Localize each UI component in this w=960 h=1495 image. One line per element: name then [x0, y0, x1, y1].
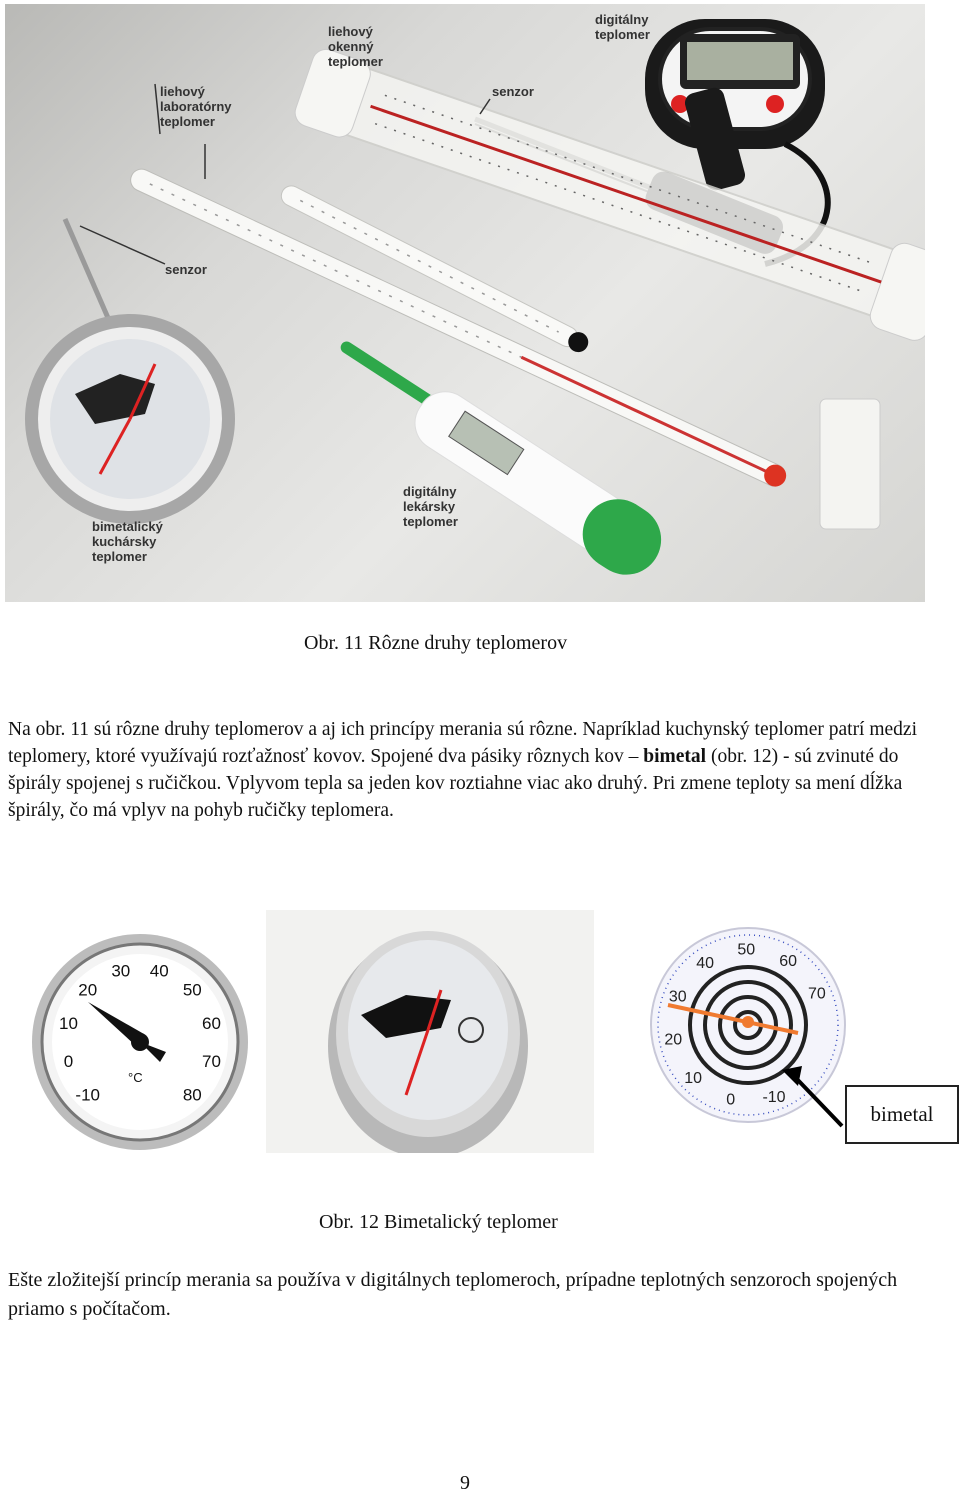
bimetal-label-box: bimetal	[845, 1085, 959, 1144]
kitchen-dial-photo	[266, 910, 594, 1153]
dial-1-unit: °C	[128, 1070, 143, 1085]
dial-tick-label: 40	[696, 954, 714, 972]
paragraph-1-text-a: Na obr. 11 sú rôzne druhy teplomerov a aj ich princípy merania sú rôzne. Napríklad kuchynský teplomer patrí medzi teplomery, ktoré využívajú rozťažnosť kovov. Spojené dva pásiky rôznych kov –	[8, 719, 917, 767]
label-digital-thermometer: digitálny teplomer	[595, 12, 650, 42]
dial-tick-label: 40	[149, 961, 169, 981]
paragraph-1-text-b: (obr. 12) - sú zvinuté do špirály spojenej s ručičkou. Vplyvom tepla sa jeden kov roztiahne viac ako druhý. Pri zmene teploty sa mení dĺžka špirály, čo má vplyv na pohyb ručičky teplomera.	[8, 746, 903, 821]
dial-tick-label: 60	[779, 953, 797, 971]
page-number: 9	[460, 1472, 470, 1494]
medical-thermometer	[318, 322, 675, 588]
label-laboratory-thermometer: liehový laboratórny teplomer	[160, 84, 232, 129]
label-sensor-top: senzor	[492, 84, 534, 99]
label-medical-thermometer: digitálny lekársky teplomer	[403, 484, 458, 529]
paragraph-1	[8, 716, 928, 824]
label-window-thermometer: liehový okenný teplomer	[328, 24, 383, 69]
dial-tick-label: 20	[664, 1031, 683, 1049]
dial-tick-label: 60	[202, 1013, 221, 1033]
kitchen-dial-svg	[266, 910, 594, 1153]
thermometers-photo	[5, 4, 925, 602]
dial-tick-label: 50	[737, 941, 756, 959]
dial-tick-label: -10	[762, 1089, 786, 1106]
dial-tick-label: 10	[684, 1070, 702, 1088]
dial-tick-label: 70	[202, 1052, 221, 1072]
dial-tick-label: 30	[668, 988, 687, 1006]
bimetal-arrow	[780, 1060, 850, 1130]
dial-1-svg	[28, 930, 253, 1160]
thermometers-illustration	[5, 4, 925, 602]
dial-thermometer-1	[28, 930, 253, 1160]
dial-tick-label: 20	[78, 980, 98, 1000]
paragraph-2: Ešte zložitejší princíp merania sa používa v digitálnych teplomeroch, prípadne teplotných senzoroch spojených priamo s počítačom.	[8, 1269, 898, 1320]
figure2-caption: Obr. 12 Bimetalický teplomer	[319, 1211, 558, 1233]
dial-tick-label: 30	[111, 961, 131, 981]
dial-tick-label: 70	[808, 985, 826, 1003]
dial-tick-label: 50	[182, 980, 202, 1000]
dial-tick-label: 80	[182, 1085, 202, 1105]
paragraph-1-bold: bimetal	[643, 746, 707, 767]
label-sensor-left: senzor	[165, 262, 207, 277]
window-thermometer-bracket	[820, 399, 880, 529]
dial-tick-label: 10	[59, 1013, 78, 1033]
dial-tick-label: 0	[63, 1052, 74, 1072]
label-kitchen-thermometer: bimetalický kuchársky teplomer	[92, 519, 163, 564]
figure1-caption: Obr. 11 Rôzne druhy teplomerov	[304, 632, 568, 654]
dial-tick-label: 0	[726, 1091, 736, 1109]
dial-tick-label: -10	[75, 1085, 100, 1105]
